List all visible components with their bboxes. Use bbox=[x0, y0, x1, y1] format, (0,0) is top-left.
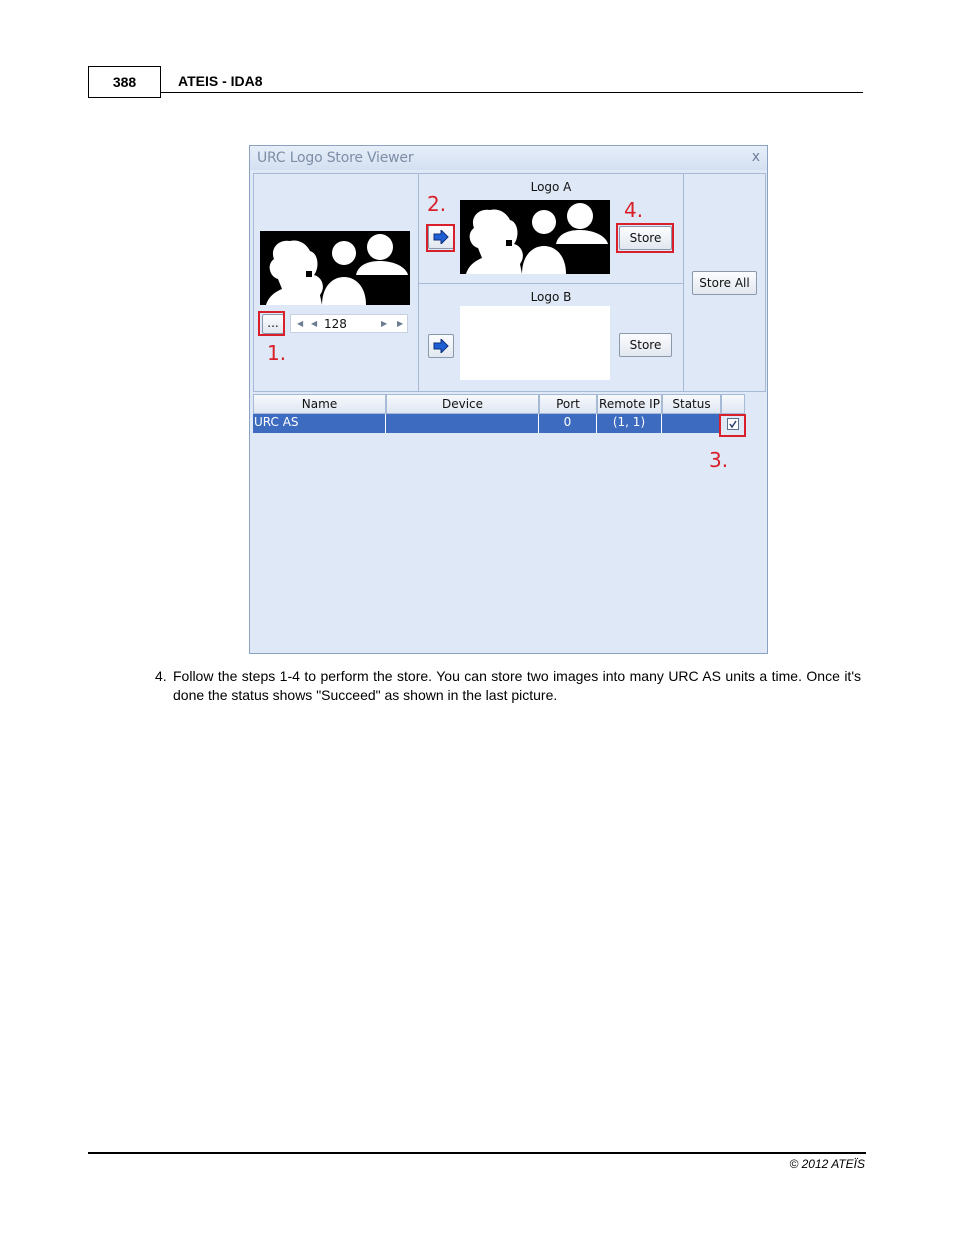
header-rule bbox=[161, 92, 863, 93]
dialog-titlebar bbox=[250, 146, 767, 170]
list-item-number: 4. bbox=[155, 668, 167, 684]
prev-icon[interactable]: ◀ bbox=[311, 319, 318, 328]
page-number: 388 bbox=[88, 66, 161, 98]
document-title: ATEIS - IDA8 bbox=[178, 73, 263, 89]
step-label-2: 2. bbox=[427, 192, 447, 216]
arrow-right-icon bbox=[433, 339, 449, 353]
logo-b-image bbox=[460, 306, 610, 380]
next-icon[interactable]: ▶ bbox=[381, 319, 388, 328]
copy-to-logo-b-button[interactable] bbox=[428, 334, 454, 358]
annotation-box-step-2 bbox=[426, 224, 455, 252]
step-label-3: 3. bbox=[709, 448, 729, 472]
column-header-name[interactable]: Name bbox=[253, 394, 386, 414]
store-all-panel bbox=[683, 173, 766, 392]
column-header-device[interactable]: Device bbox=[386, 394, 539, 414]
column-header-status[interactable]: Status bbox=[662, 394, 721, 414]
footer-rule bbox=[88, 1152, 866, 1154]
first-icon[interactable]: ◀ bbox=[297, 319, 304, 328]
step-label-4: 4. bbox=[624, 198, 644, 222]
cell-device bbox=[386, 414, 539, 433]
cell-port: 0 bbox=[539, 414, 597, 433]
annotation-box-step-4 bbox=[616, 223, 674, 253]
logo-b-label: Logo B bbox=[530, 290, 572, 304]
copyright: © 2012 ATEÏS bbox=[789, 1157, 865, 1171]
size-stepper[interactable] bbox=[290, 314, 408, 333]
store-logo-a-button[interactable]: Store bbox=[619, 226, 672, 250]
annotation-box-step-3 bbox=[719, 414, 746, 437]
column-header-select[interactable] bbox=[721, 394, 745, 414]
preview-logo-image bbox=[260, 231, 410, 305]
column-header-port[interactable]: Port bbox=[539, 394, 597, 414]
cell-remote-ip: (1, 1) bbox=[597, 414, 662, 433]
logo-b-panel bbox=[418, 283, 684, 392]
cell-status bbox=[662, 414, 721, 433]
close-icon[interactable]: x bbox=[751, 149, 760, 165]
stepper-value: 128 bbox=[324, 317, 347, 331]
cell-name: URC AS bbox=[253, 414, 386, 433]
store-all-button[interactable]: Store All bbox=[692, 271, 757, 295]
store-logo-b-button[interactable]: Store bbox=[619, 333, 672, 357]
dialog-title: URC Logo Store Viewer bbox=[257, 150, 414, 166]
last-icon[interactable]: ▶ bbox=[397, 319, 404, 328]
step-label-1: 1. bbox=[267, 341, 287, 365]
annotation-box-step-1 bbox=[258, 311, 285, 336]
logo-a-label: Logo A bbox=[530, 180, 572, 194]
browse-button[interactable]: ... bbox=[262, 314, 284, 334]
urc-logo-store-viewer-dialog bbox=[249, 145, 768, 654]
instruction-paragraph: Follow the steps 1-4 to perform the store. You can store two images into many URC AS units a time. Once it's done the status shows "Succeed" as shown in the last picture. bbox=[173, 668, 861, 703]
logo-a-image bbox=[460, 200, 610, 274]
column-header-remote-ip[interactable]: Remote IP bbox=[597, 394, 662, 414]
